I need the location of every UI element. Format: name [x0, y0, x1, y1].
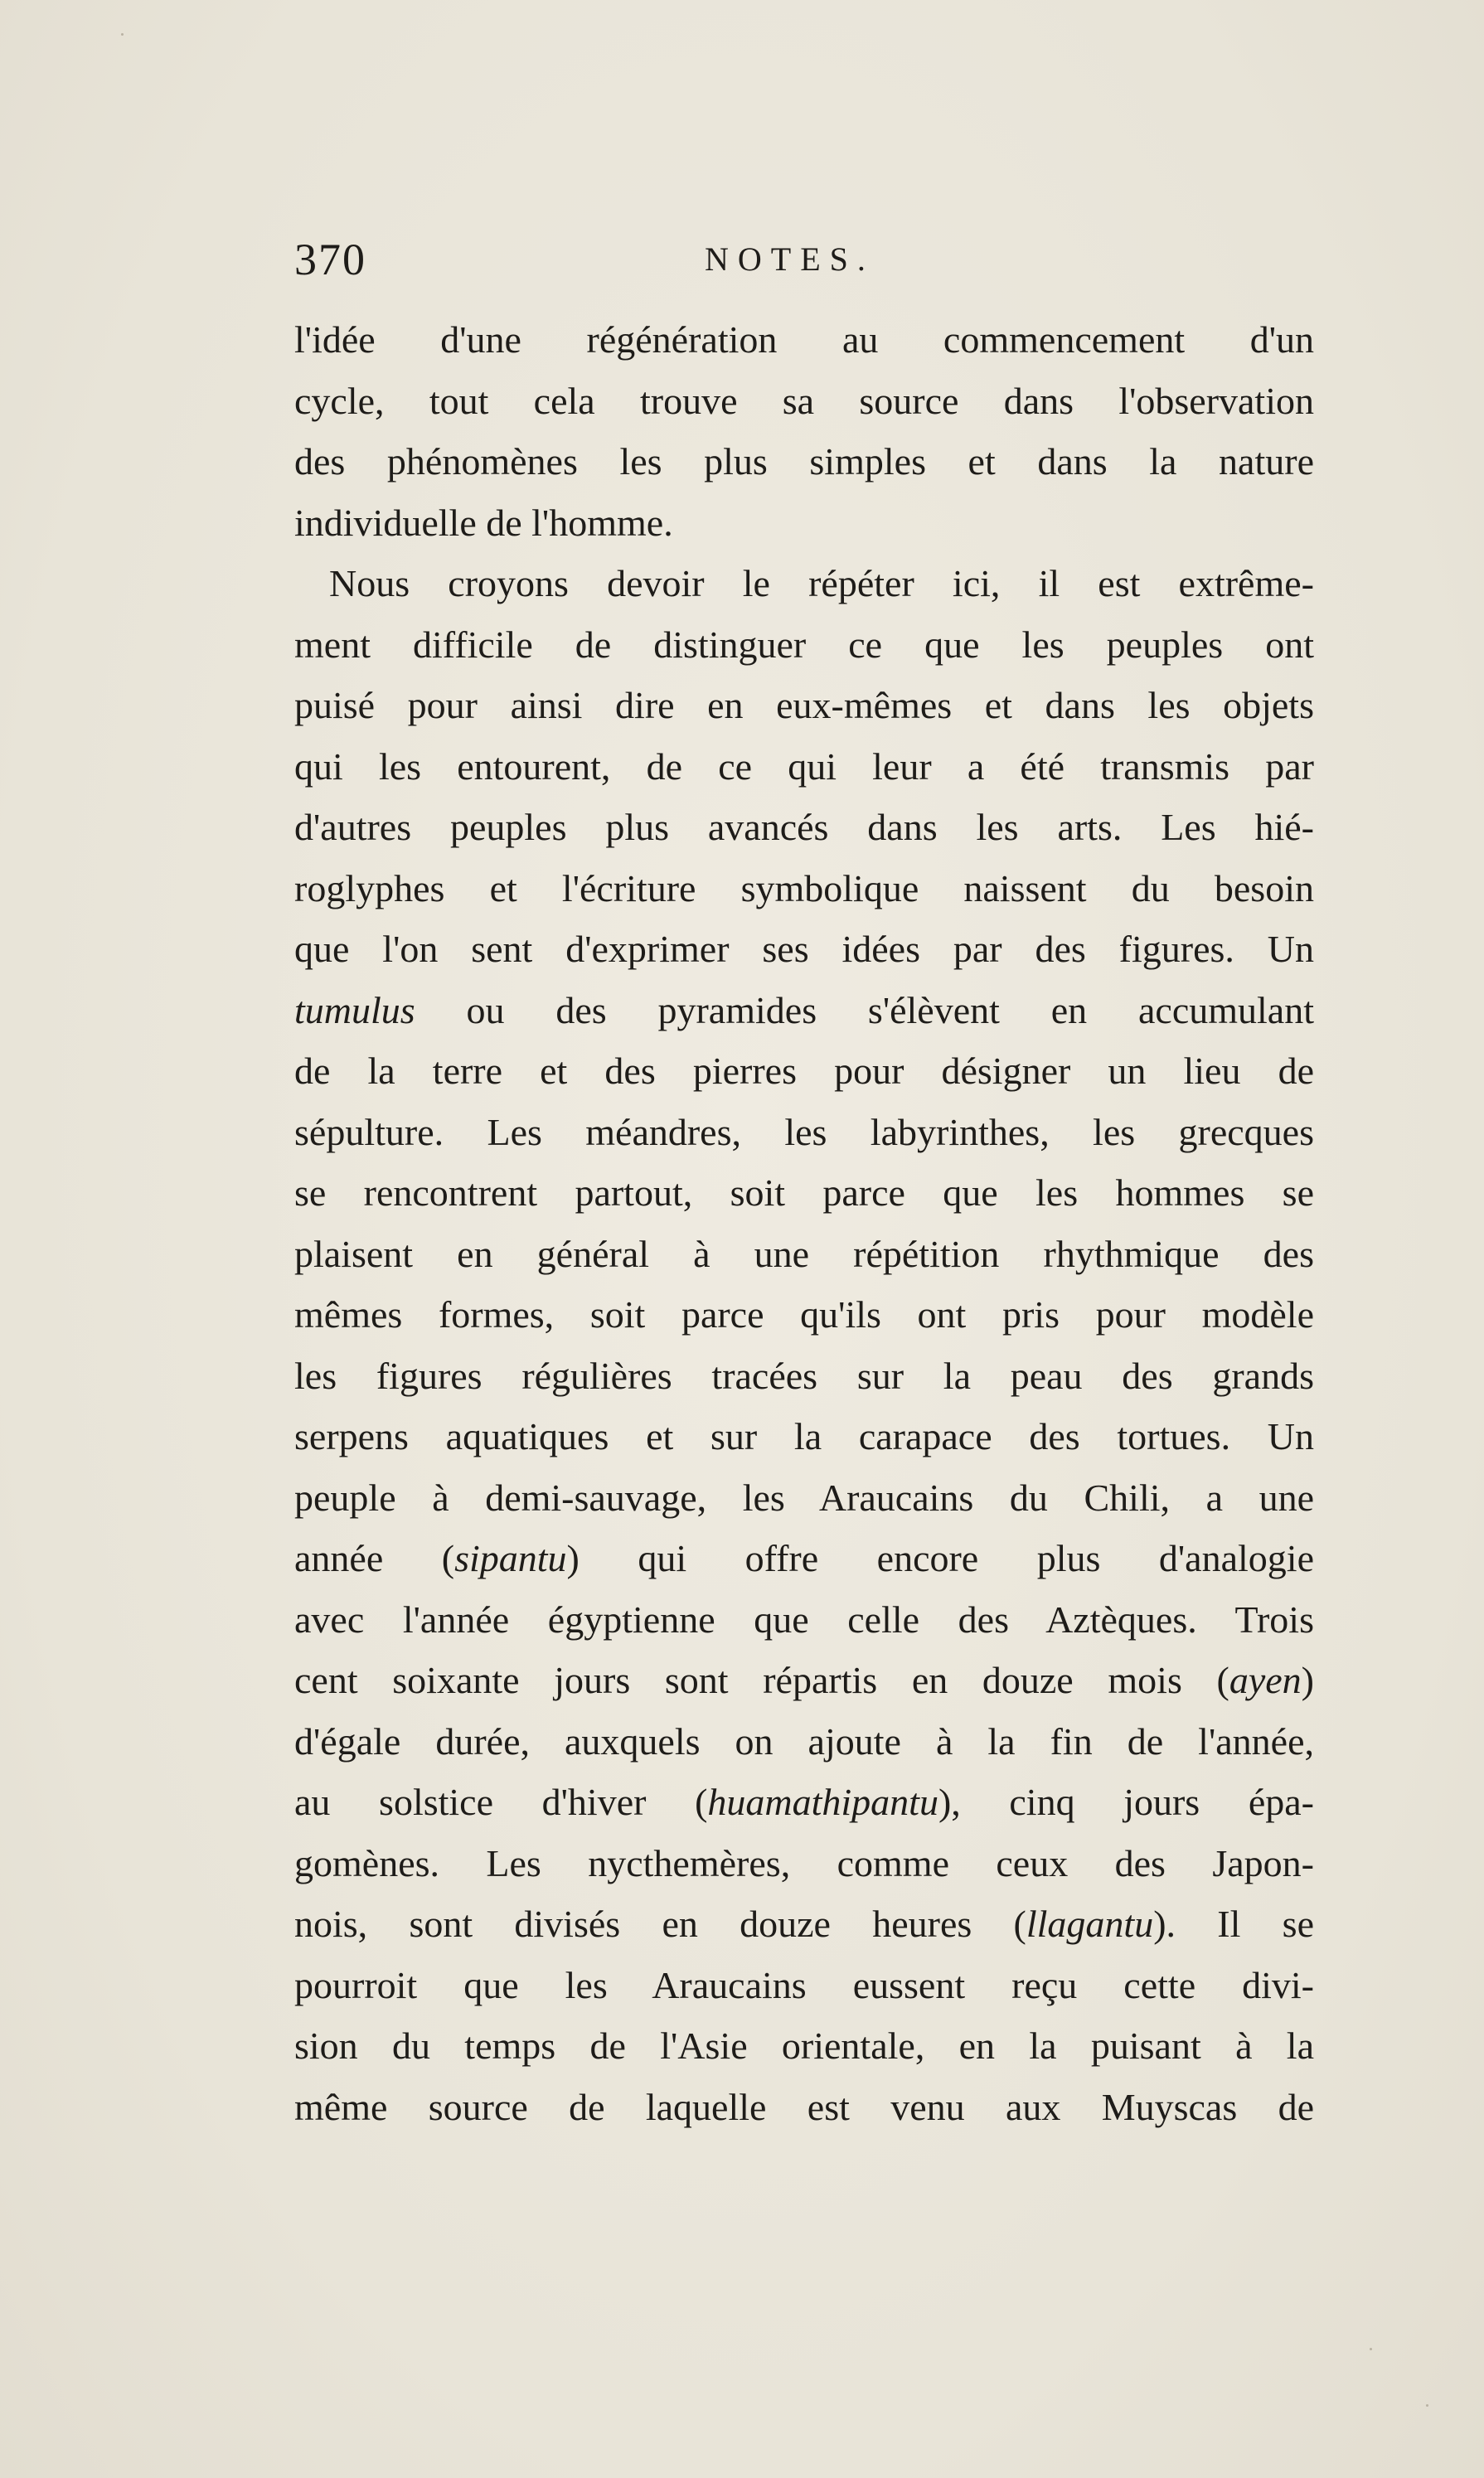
italic-term: huamathipantu	[707, 1781, 938, 1823]
text-segment: d'égale durée, auxquels on ajoute à la fin de l'année,	[294, 1719, 1314, 1763]
text-segment: ). Il se	[1153, 1903, 1314, 1945]
text-line	[294, 1406, 1314, 1467]
text-line	[294, 1040, 1314, 1102]
text-line	[294, 1589, 1314, 1651]
text-segment: roglyphes et l'écriture symbolique naissent du besoin	[294, 866, 1314, 909]
text-segment: au solstice d'hiver (	[294, 1781, 708, 1823]
text-line	[294, 797, 1314, 858]
text-line	[294, 1467, 1314, 1529]
text-segment: puisé pour ainsi dire en eux-mêmes et dans les objets	[294, 684, 1314, 726]
text-line	[294, 553, 1314, 614]
paper-speck	[1426, 2404, 1428, 2407]
text-segment: des phénomènes les plus simples et dans la nature	[294, 440, 1314, 483]
text-line	[294, 1224, 1314, 1285]
text-line	[294, 1955, 1314, 2016]
text-line	[294, 492, 1314, 554]
text-segment: gomènes. Les nycthemères, comme ceux des Japon-	[294, 1841, 1314, 1884]
text-line	[294, 1650, 1314, 1711]
text-segment: même source de laquelle est venu aux Muyscas de	[294, 2085, 1314, 2128]
text-line	[294, 1833, 1314, 1894]
text-line	[294, 1894, 1314, 1955]
text-segment: d'autres peuples plus avancés dans les arts. Les hié-	[294, 806, 1314, 848]
text-segment: ou des pyramides s'élèvent en accumulant	[415, 988, 1314, 1031]
body-text	[294, 309, 1314, 2137]
italic-term: ayen	[1229, 1659, 1302, 1701]
text-line	[294, 675, 1314, 736]
text-line	[294, 1772, 1314, 1833]
text-line	[294, 1162, 1314, 1224]
text-segment: avec l'année égyptienne que celle des Aztèques. Trois	[294, 1598, 1314, 1641]
text-segment: les figures régulières tracées sur la peau des grands	[294, 1354, 1314, 1397]
paper-speck	[1370, 2348, 1372, 2350]
text-segment: cycle, tout cela trouve sa source dans l'observation	[294, 379, 1314, 422]
text-segment: que l'on sent d'exprimer ses idées par des figures. Un	[294, 928, 1314, 970]
text-segment: qui les entourent, de ce qui leur a été transmis par	[294, 744, 1314, 788]
text-line	[294, 1711, 1314, 1772]
text-segment: )	[1301, 1659, 1314, 1701]
text-segment: nois, sont divisés en douze heures (	[294, 1903, 1026, 1945]
text-segment: plaisent en général à une répétition rhythmique des	[294, 1232, 1314, 1275]
text-line	[294, 2015, 1314, 2077]
page-number: 370	[294, 235, 366, 284]
italic-term: sipantu	[454, 1537, 567, 1579]
text-segment: année (	[294, 1537, 455, 1579]
text-line	[294, 736, 1314, 798]
text-segment: ) qui offre encore plus d'analogie	[566, 1537, 1314, 1579]
text-segment: mêmes formes, soit parce qu'ils ont pris pour modèle	[294, 1293, 1314, 1336]
text-segment: cent soixante jours sont répartis en douze mois (	[294, 1659, 1229, 1701]
text-line	[294, 371, 1314, 432]
text-segment: se rencontrent partout, soit parce que les hommes se	[294, 1171, 1314, 1214]
text-line	[294, 431, 1314, 492]
text-segment: peuple à demi-sauvage, les Araucains du Chili, a une	[294, 1476, 1314, 1519]
text-segment: individuelle de l'homme.	[294, 501, 673, 544]
text-segment: sépulture. Les méandres, les labyrinthes, les grecques	[294, 1110, 1314, 1153]
text-line	[294, 309, 1314, 371]
text-line	[294, 2077, 1314, 2138]
text-line	[294, 980, 1314, 1041]
running-head: NOTES.	[705, 240, 875, 278]
paper-speck	[121, 33, 124, 36]
text-segment: l'idée d'une régénération au commencement d'un	[294, 318, 1314, 361]
text-segment: de la terre et des pierres pour désigner un lieu de	[294, 1050, 1314, 1092]
text-line	[294, 614, 1314, 676]
text-segment: Nous croyons devoir le répéter ici, il est extrême-	[329, 562, 1314, 604]
text-segment: serpens aquatiques et sur la carapace des tortues. Un	[294, 1415, 1314, 1457]
italic-term: llagantu	[1026, 1903, 1154, 1945]
text-line	[294, 919, 1314, 980]
text-line	[294, 858, 1314, 919]
text-line	[294, 1346, 1314, 1407]
text-segment: pourroit que les Araucains eussent reçu cette divi-	[294, 1963, 1314, 2006]
italic-term: tumulus	[294, 988, 415, 1031]
text-line	[294, 1102, 1314, 1163]
page-header	[294, 230, 1314, 289]
text-segment: sion du temps de l'Asie orientale, en la puisant à la	[294, 2025, 1314, 2067]
text-segment: ment difficile de distinguer ce que les peuples ont	[294, 623, 1314, 666]
text-segment: ), cinq jours épa-	[938, 1781, 1314, 1823]
text-line	[294, 1284, 1314, 1346]
text-line	[294, 1528, 1314, 1589]
